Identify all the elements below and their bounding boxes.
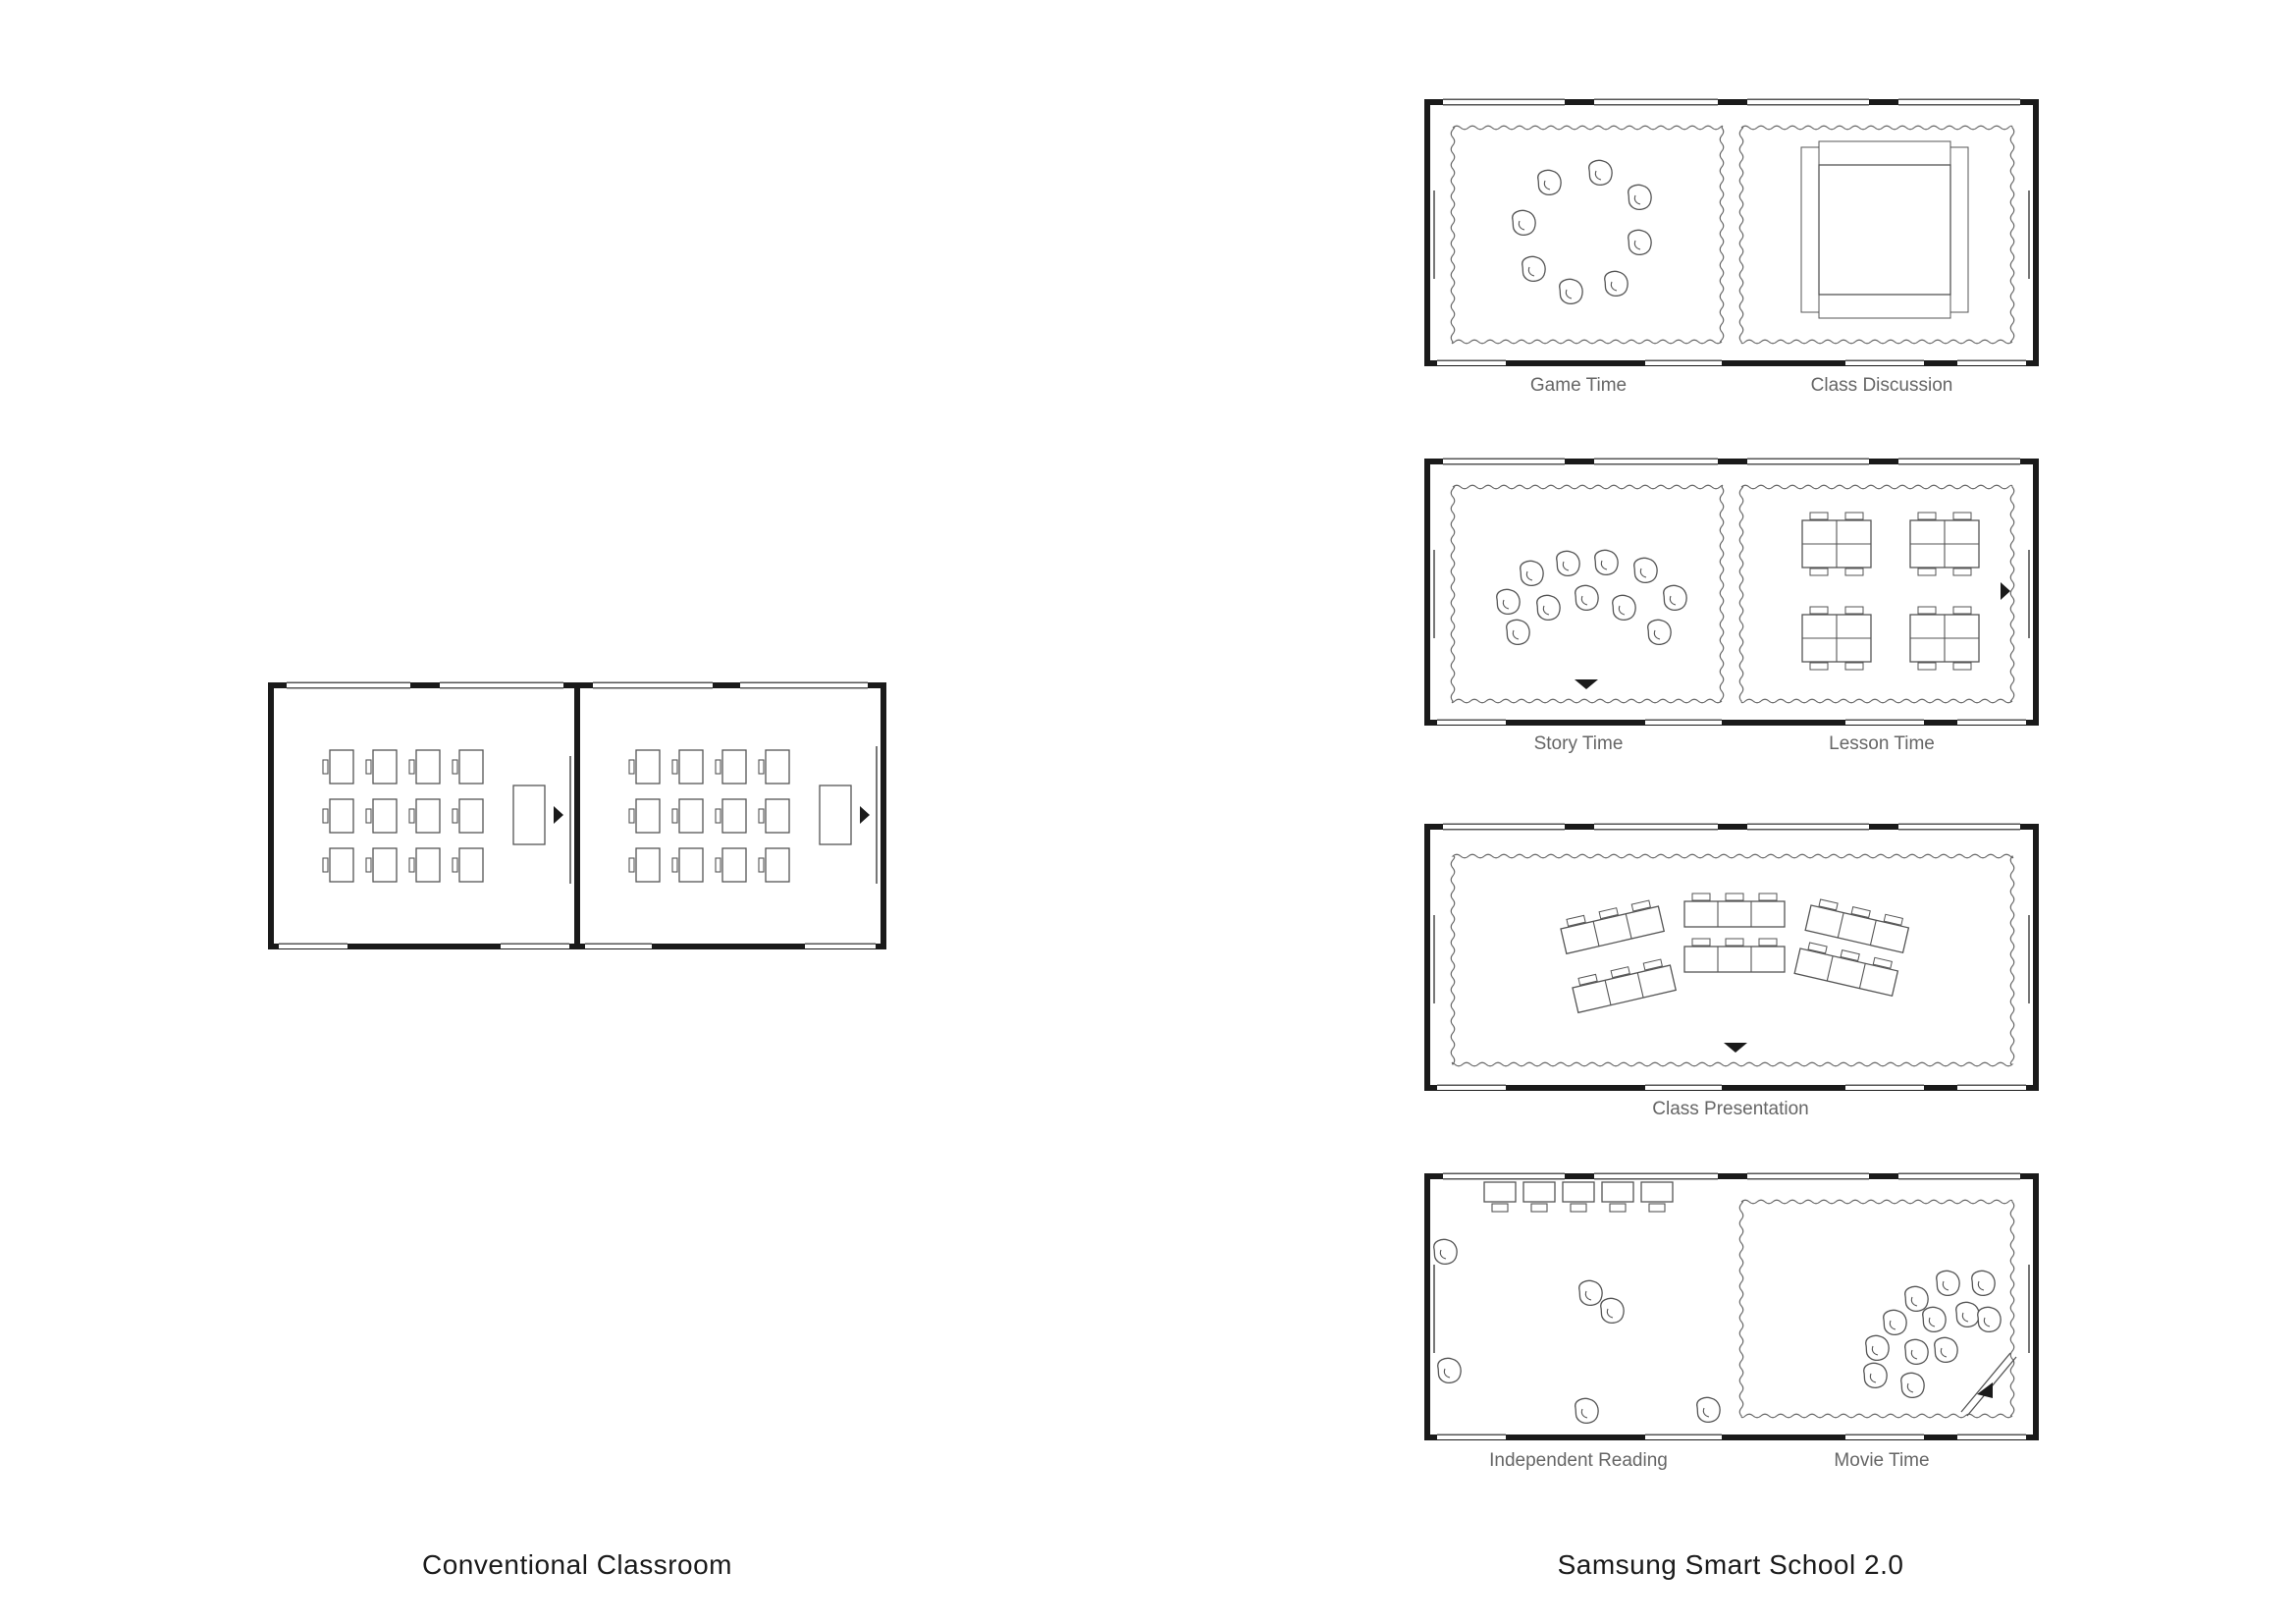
label-class-presentation: Class Presentation (1652, 1099, 1809, 1119)
label-movie-time: Movie Time (1834, 1450, 1930, 1471)
conventional-desks-left (323, 750, 483, 882)
label-game-time: Game Time (1529, 375, 1628, 396)
conventional-classroom-plan (271, 682, 883, 947)
screen-arrow-icon (1724, 1043, 1747, 1053)
screen-arrow-icon (860, 806, 870, 824)
conventional-classroom-title: Conventional Classroom (421, 1549, 733, 1580)
room-walls (1427, 461, 2036, 723)
label-independent-reading: Independent Reading (1489, 1450, 1668, 1471)
screen-arrow-icon (2001, 582, 2010, 600)
computer-desks (1484, 1182, 1673, 1212)
conventional-desks-right (629, 750, 789, 882)
room-walls (1427, 1176, 2036, 1437)
lesson-desk-pods (1802, 513, 1979, 670)
movie-bean-bags (1864, 1271, 2001, 1397)
screen-arrow-icon (1575, 679, 1598, 689)
movie-screen (1961, 1353, 2016, 1416)
label-story-time: Story Time (1533, 733, 1624, 754)
reading-bean-bags (1434, 1239, 1720, 1423)
teacher-desk-left (513, 785, 545, 844)
label-class-discussion: Class Discussion (1810, 375, 1953, 396)
presentation-desks (1559, 893, 1910, 1012)
plan-story-lesson (1497, 513, 2010, 689)
plan-reading-movie (1434, 1182, 2016, 1423)
smart-school-title: Samsung Smart School 2.0 (1557, 1549, 1904, 1580)
discussion-table (1801, 141, 1968, 318)
bean-bag-circle (1513, 160, 1651, 303)
teacher-desk-right (820, 785, 851, 844)
plan-presentation (1559, 893, 1910, 1053)
bean-bag-arc (1497, 550, 1686, 644)
curtain-partition (1739, 485, 2014, 703)
curtain-partition (1451, 126, 1724, 344)
label-lesson-time: Lesson Time (1829, 733, 1935, 754)
screen-arrow-icon (554, 806, 563, 824)
